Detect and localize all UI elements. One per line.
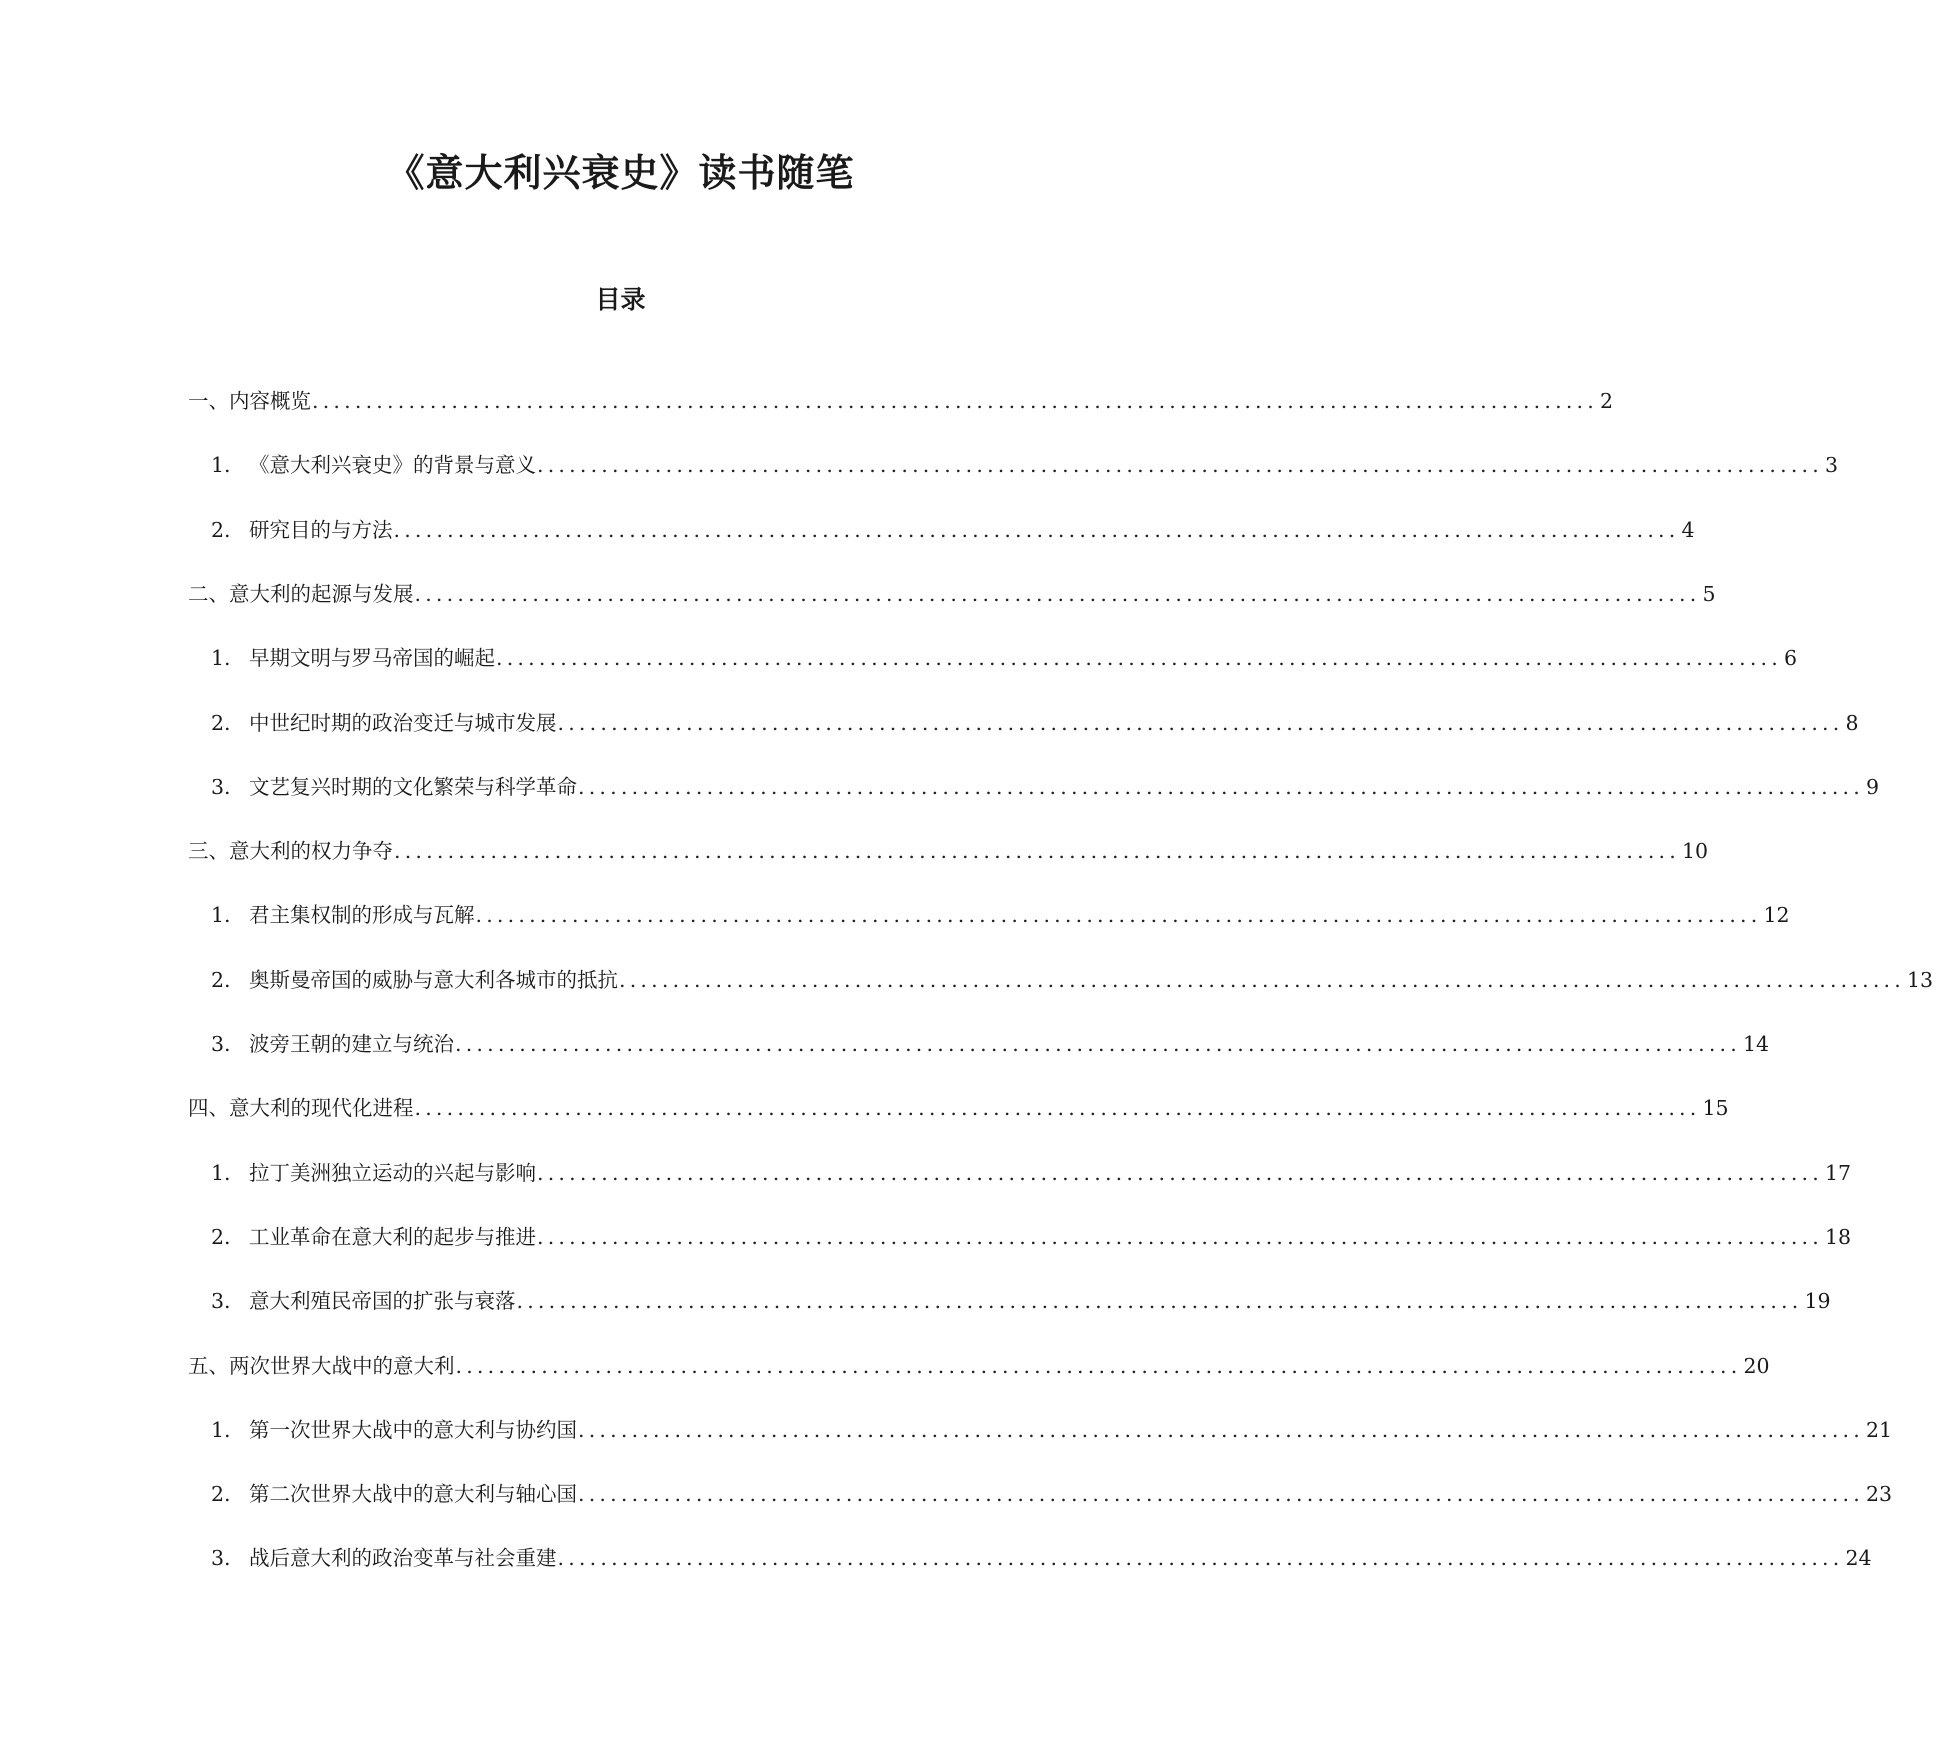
toc-page-number: 9: [1865, 774, 1880, 799]
toc-page-number: 18: [1824, 1224, 1852, 1249]
toc-entry-title: 二、意大利的起源与发展: [188, 581, 414, 606]
toc-entry-number: 1.: [211, 1417, 231, 1442]
toc-dot-leader: ........................................................................................................................: [578, 774, 1864, 799]
toc-entry-number: 3.: [211, 774, 231, 799]
toc-page-number: 14: [1742, 1032, 1770, 1056]
toc-page-number: 12: [1763, 903, 1790, 928]
toc-page-number: 5: [1702, 581, 1716, 606]
toc-entry-title: 拉丁美洲独立运动的兴起与影响: [249, 1160, 536, 1185]
toc-entry-title: 《意大利兴衰史》的背景与意义: [249, 453, 536, 478]
toc-dot-leader: ........................................................................................................................: [537, 1224, 1823, 1249]
toc-entry[interactable]: [188, 579, 1716, 609]
toc-page-number: 10: [1681, 839, 1709, 864]
toc-entry-title: 意大利殖民帝国的扩张与衰落: [249, 1289, 516, 1314]
toc-dot-leader: ........................................................................................................................: [312, 389, 1598, 413]
toc-entry-title: 中世纪时期的政治变迁与城市发展: [249, 710, 557, 735]
toc-entry-number: 1.: [211, 453, 231, 478]
toc-entry-number: 1.: [211, 646, 231, 671]
toc-subentry[interactable]: [211, 1029, 1770, 1059]
toc-dot-leader: ........................................................................................................................: [455, 1353, 1742, 1378]
toc-subentry[interactable]: [211, 1479, 1893, 1509]
toc-page-number: 17: [1824, 1160, 1852, 1185]
toc-dot-leader: ........................................................................................................................: [414, 1096, 1701, 1121]
toc-dot-leader: ........................................................................................................................: [557, 710, 1844, 735]
toc-dot-leader: ........................................................................................................................: [557, 1546, 1844, 1571]
toc-dot-leader: ........................................................................................................................: [394, 839, 1680, 864]
toc-page-number: 15: [1702, 1096, 1729, 1121]
toc-dot-leader: ........................................................................................................................: [516, 1289, 1803, 1314]
toc-entry-title: 三、意大利的权力争夺: [188, 839, 393, 864]
toc-page-number: 6: [1783, 646, 1798, 671]
toc-entry[interactable]: [188, 386, 1614, 416]
toc-entry-number: 1.: [211, 1160, 231, 1185]
toc-page-number: 2: [1599, 389, 1614, 413]
toc-entry-number: 2.: [211, 967, 231, 992]
toc-entry-number: 3.: [211, 1289, 231, 1314]
document-title: 《意大利兴衰史》读书随笔: [386, 150, 855, 195]
toc-dot-leader: ........................................................................................................................: [578, 1417, 1864, 1442]
toc-dot-leader: ........................................................................................................................: [393, 517, 1680, 542]
toc-entry[interactable]: [188, 1351, 1770, 1381]
toc-dot-leader: ........................................................................................................................: [619, 967, 1905, 992]
toc-entry-number: 2.: [211, 710, 231, 735]
toc-page-number: 24: [1845, 1546, 1872, 1571]
toc-page-number: 13: [1906, 967, 1933, 992]
toc-page-number: 21: [1865, 1417, 1893, 1442]
toc-subentry[interactable]: [211, 708, 1859, 738]
toc-entry-title: 五、两次世界大战中的意大利: [188, 1353, 455, 1378]
toc-entry[interactable]: [188, 836, 1709, 866]
toc-entry-number: 2.: [211, 517, 231, 542]
toc-entry-number: 1.: [211, 903, 231, 928]
toc-subentry[interactable]: [211, 1222, 1852, 1252]
toc-entry-title: 研究目的与方法: [249, 517, 393, 542]
toc-entry-number: 3.: [211, 1032, 231, 1056]
toc-page-number: 4: [1681, 517, 1695, 542]
toc-heading: 目录: [595, 285, 646, 314]
toc-entry-title: 奥斯曼帝国的威胁与意大利各城市的抵抗: [249, 967, 618, 992]
toc-page-number: 3: [1824, 453, 1839, 478]
toc-entry-title: 文艺复兴时期的文化繁荣与科学革命: [249, 774, 577, 799]
toc-subentry[interactable]: [211, 900, 1790, 930]
toc-dot-leader: ........................................................................................................................: [475, 903, 1762, 928]
toc-entry-number: 2.: [211, 1224, 231, 1249]
toc-subentry[interactable]: [211, 965, 1933, 995]
toc-page-number: 20: [1743, 1353, 1770, 1378]
toc-subentry[interactable]: [211, 1158, 1852, 1188]
toc-entry[interactable]: [188, 1093, 1729, 1123]
toc-entry-title: 工业革命在意大利的起步与推进: [249, 1224, 536, 1249]
toc-entry-title: 第一次世界大战中的意大利与协约国: [249, 1417, 577, 1442]
toc-subentry[interactable]: [211, 1543, 1872, 1573]
toc-subentry[interactable]: [211, 1286, 1831, 1316]
toc-page-number: 19: [1804, 1289, 1831, 1314]
toc-subentry[interactable]: [211, 450, 1839, 480]
toc-dot-leader: ........................................................................................................................: [537, 1160, 1823, 1185]
toc-dot-leader: ........................................................................................................................: [455, 1032, 1741, 1056]
toc-entry-title: 第二次世界大战中的意大利与轴心国: [249, 1482, 577, 1507]
toc-dot-leader: ........................................................................................................................: [578, 1482, 1864, 1507]
toc-dot-leader: ........................................................................................................................: [414, 581, 1701, 606]
toc-entry-title: 君主集权制的形成与瓦解: [249, 903, 475, 928]
toc-entry-title: 战后意大利的政治变革与社会重建: [249, 1546, 557, 1571]
toc-entry-title: 一、内容概览: [188, 389, 311, 413]
toc-entry-number: 2.: [211, 1482, 231, 1507]
toc-subentry[interactable]: [211, 643, 1798, 673]
toc-subentry[interactable]: [211, 772, 1880, 802]
toc-page-number: 8: [1845, 710, 1859, 735]
toc-subentry[interactable]: [211, 515, 1695, 545]
toc-subentry[interactable]: [211, 1415, 1893, 1445]
toc-entry-title: 波旁王朝的建立与统治: [249, 1032, 454, 1056]
toc-entry-title: 四、意大利的现代化进程: [188, 1096, 414, 1121]
toc-dot-leader: ........................................................................................................................: [537, 453, 1823, 478]
toc-page-number: 23: [1865, 1482, 1893, 1507]
toc-entry-title: 早期文明与罗马帝国的崛起: [249, 646, 495, 671]
toc-entry-number: 3.: [211, 1546, 231, 1571]
toc-dot-leader: ........................................................................................................................: [496, 646, 1782, 671]
